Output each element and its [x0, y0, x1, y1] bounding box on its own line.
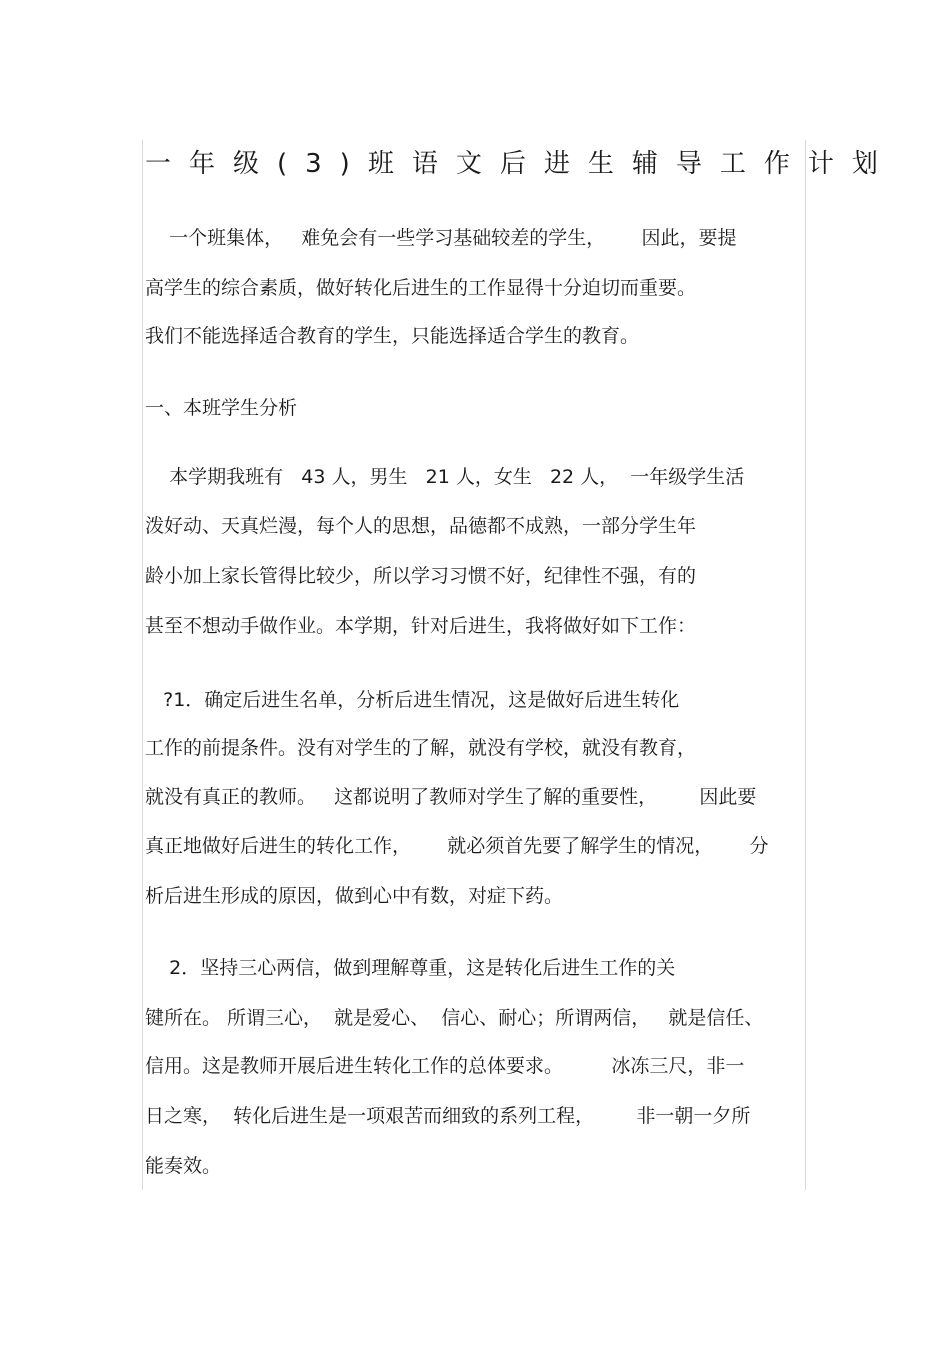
analysis-line-1: 本学期我班有 43 人，男生 21 人，女生 22 人， 一年级学生活	[145, 466, 745, 488]
analysis-line-2: 泼好动、天真烂漫，每个人的思想，品德都不成熟，一部分学生年	[145, 515, 697, 537]
item2-line-5: 能奏效。	[145, 1155, 222, 1177]
item2-line-4: 日之寒， 转化后进生是一项艰苦而细致的系列工程， 非一朝一夕所	[145, 1105, 751, 1127]
section-heading: 一、本班学生分析	[145, 397, 298, 419]
item1-line-3: 就没有真正的教师。 这都说明了教师对学生了解的重要性， 因此要	[145, 786, 757, 808]
intro-line-3: 我们不能选择适合教育的学生，只能选择适合学生的教育。	[145, 325, 640, 347]
intro-line-1: 一个班集体， 难免会有一些学习基础较差的学生， 因此，要提	[145, 227, 737, 249]
item2-line-2: 键所在。 所谓三心， 就是爱心、 信心、耐心；所谓两信， 就是信任、	[145, 1007, 764, 1029]
item2-line-3: 信用。这是教师开展后进生转化工作的总体要求。 冰冻三尺，非一	[145, 1055, 745, 1077]
document-title: 一年级(3)班语文后进生辅导工作计划	[145, 149, 896, 179]
item2-line-1: 2．坚持三心两信，做到理解尊重，这是转化后进生工作的关	[145, 957, 676, 979]
item1-line-2: 工作的前提条件。没有对学生的了解，就没有学校，就没有教育，	[145, 737, 697, 759]
analysis-line-3: 龄小加上家长管得比较少，所以学习习惯不好，纪律性不强，有的	[145, 565, 697, 587]
item1-line-1: ?1．确定后进生名单，分析后进生情况，这是做好后进生转化	[145, 689, 680, 711]
analysis-line-4: 甚至不想动手做作业。本学期，针对后进生，我将做好如下工作：	[145, 615, 697, 637]
item1-line-5: 析后进生形成的原因，做到心中有数，对症下药。	[145, 885, 564, 907]
intro-line-2: 高学生的综合素质，做好转化后进生的工作显得十分迫切而重要。	[145, 277, 697, 299]
item1-line-4: 真正地做好后进生的转化工作， 就必须首先要了解学生的情况， 分	[145, 835, 769, 857]
